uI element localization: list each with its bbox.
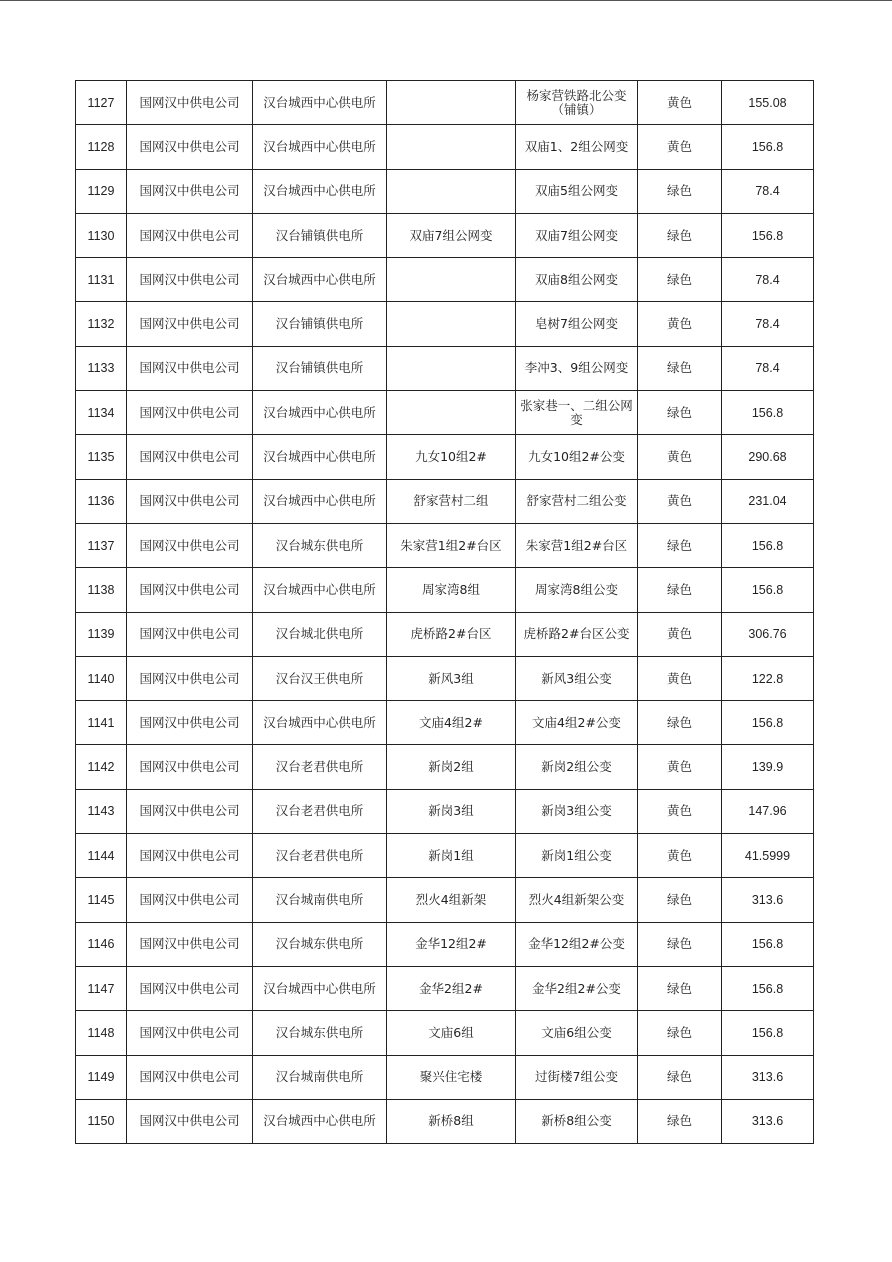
supply-station-cell: 汉台铺镇供电所: [253, 346, 387, 390]
company-cell: 国网汉中供电公司: [127, 922, 253, 966]
transformer-cell: 皂树7组公网变: [516, 302, 638, 346]
row-number-cell: 1129: [76, 169, 127, 213]
row-number-cell: 1147: [76, 966, 127, 1010]
row-number-cell: 1132: [76, 302, 127, 346]
company-cell: 国网汉中供电公司: [127, 789, 253, 833]
area-cell: [387, 81, 516, 125]
status-color-cell: 黄色: [638, 612, 722, 656]
value-cell: 156.8: [722, 523, 814, 567]
supply-station-cell: 汉台城西中心供电所: [253, 258, 387, 302]
status-color-cell: 绿色: [638, 966, 722, 1010]
supply-station-cell: 汉台城西中心供电所: [253, 81, 387, 125]
area-cell: 周家湾8组: [387, 568, 516, 612]
area-cell: 朱家营1组2#台区: [387, 523, 516, 567]
area-cell: [387, 258, 516, 302]
transformer-cell: 虎桥路2#台区公变: [516, 612, 638, 656]
value-cell: 290.68: [722, 435, 814, 479]
supply-station-cell: 汉台老君供电所: [253, 789, 387, 833]
row-number-cell: 1136: [76, 479, 127, 523]
transformer-table: [75, 80, 814, 1144]
company-cell: 国网汉中供电公司: [127, 834, 253, 878]
table-row: [76, 878, 814, 922]
table-row: [76, 523, 814, 567]
table-row: [76, 834, 814, 878]
table-body: [76, 81, 814, 1144]
status-color-cell: 绿色: [638, 258, 722, 302]
status-color-cell: 黄色: [638, 745, 722, 789]
page-top-rule: [0, 0, 892, 1]
company-cell: 国网汉中供电公司: [127, 391, 253, 435]
transformer-cell: 新岗2组公变: [516, 745, 638, 789]
company-cell: 国网汉中供电公司: [127, 568, 253, 612]
area-cell: 聚兴住宅楼: [387, 1055, 516, 1099]
value-cell: 155.08: [722, 81, 814, 125]
row-number-cell: 1131: [76, 258, 127, 302]
row-number-cell: 1134: [76, 391, 127, 435]
value-cell: 78.4: [722, 302, 814, 346]
transformer-cell: 新岗1组公变: [516, 834, 638, 878]
area-cell: 虎桥路2#台区: [387, 612, 516, 656]
company-cell: 国网汉中供电公司: [127, 479, 253, 523]
company-cell: 国网汉中供电公司: [127, 125, 253, 169]
value-cell: 156.8: [722, 966, 814, 1010]
area-cell: 新岗2组: [387, 745, 516, 789]
table-row: [76, 258, 814, 302]
status-color-cell: 黄色: [638, 834, 722, 878]
table-row: [76, 1011, 814, 1055]
value-cell: 156.8: [722, 391, 814, 435]
company-cell: 国网汉中供电公司: [127, 81, 253, 125]
row-number-cell: 1150: [76, 1099, 127, 1143]
value-cell: 156.8: [722, 701, 814, 745]
area-cell: [387, 302, 516, 346]
status-color-cell: 绿色: [638, 1011, 722, 1055]
table-row: [76, 612, 814, 656]
row-number-cell: 1137: [76, 523, 127, 567]
area-cell: 金华12组2#: [387, 922, 516, 966]
company-cell: 国网汉中供电公司: [127, 1055, 253, 1099]
area-cell: [387, 169, 516, 213]
transformer-cell: 杨家营铁路北公变（铺镇）: [516, 81, 638, 125]
row-number-cell: 1138: [76, 568, 127, 612]
table-row: [76, 125, 814, 169]
area-cell: 金华2组2#: [387, 966, 516, 1010]
transformer-cell: 双庙1、2组公网变: [516, 125, 638, 169]
company-cell: 国网汉中供电公司: [127, 745, 253, 789]
area-cell: 文庙4组2#: [387, 701, 516, 745]
transformer-cell: 朱家营1组2#台区: [516, 523, 638, 567]
status-color-cell: 绿色: [638, 922, 722, 966]
company-cell: 国网汉中供电公司: [127, 346, 253, 390]
row-number-cell: 1144: [76, 834, 127, 878]
row-number-cell: 1130: [76, 213, 127, 257]
table-row: [76, 81, 814, 125]
status-color-cell: 绿色: [638, 346, 722, 390]
status-color-cell: 黄色: [638, 479, 722, 523]
company-cell: 国网汉中供电公司: [127, 656, 253, 700]
transformer-cell: 周家湾8组公变: [516, 568, 638, 612]
supply-station-cell: 汉台城西中心供电所: [253, 701, 387, 745]
table-row: [76, 656, 814, 700]
transformer-cell: 新桥8组公变: [516, 1099, 638, 1143]
value-cell: 78.4: [722, 258, 814, 302]
status-color-cell: 绿色: [638, 878, 722, 922]
company-cell: 国网汉中供电公司: [127, 169, 253, 213]
supply-station-cell: 汉台城南供电所: [253, 1055, 387, 1099]
company-cell: 国网汉中供电公司: [127, 258, 253, 302]
transformer-cell: 金华12组2#公变: [516, 922, 638, 966]
row-number-cell: 1128: [76, 125, 127, 169]
row-number-cell: 1142: [76, 745, 127, 789]
transformer-cell: 过街楼7组公变: [516, 1055, 638, 1099]
area-cell: 烈火4组新架: [387, 878, 516, 922]
transformer-cell: 李冲3、9组公网变: [516, 346, 638, 390]
value-cell: 156.8: [722, 125, 814, 169]
row-number-cell: 1141: [76, 701, 127, 745]
company-cell: 国网汉中供电公司: [127, 1099, 253, 1143]
table-row: [76, 745, 814, 789]
table-row: [76, 568, 814, 612]
company-cell: 国网汉中供电公司: [127, 523, 253, 567]
status-color-cell: 绿色: [638, 169, 722, 213]
value-cell: 156.8: [722, 568, 814, 612]
supply-station-cell: 汉台铺镇供电所: [253, 213, 387, 257]
status-color-cell: 黄色: [638, 125, 722, 169]
transformer-cell: 文庙6组公变: [516, 1011, 638, 1055]
area-cell: [387, 346, 516, 390]
area-cell: [387, 125, 516, 169]
status-color-cell: 绿色: [638, 213, 722, 257]
status-color-cell: 绿色: [638, 523, 722, 567]
value-cell: 313.6: [722, 1099, 814, 1143]
supply-station-cell: 汉台城东供电所: [253, 1011, 387, 1055]
value-cell: 306.76: [722, 612, 814, 656]
table-row: [76, 213, 814, 257]
transformer-cell: 新风3组公变: [516, 656, 638, 700]
area-cell: 舒家营村二组: [387, 479, 516, 523]
transformer-cell: 双庙7组公网变: [516, 213, 638, 257]
table-row: [76, 966, 814, 1010]
row-number-cell: 1143: [76, 789, 127, 833]
status-color-cell: 黄色: [638, 789, 722, 833]
status-color-cell: 绿色: [638, 1099, 722, 1143]
value-cell: 41.5999: [722, 834, 814, 878]
value-cell: 156.8: [722, 922, 814, 966]
status-color-cell: 绿色: [638, 701, 722, 745]
status-color-cell: 绿色: [638, 391, 722, 435]
table-row: [76, 435, 814, 479]
value-cell: 139.9: [722, 745, 814, 789]
supply-station-cell: 汉台城西中心供电所: [253, 435, 387, 479]
row-number-cell: 1146: [76, 922, 127, 966]
value-cell: 122.8: [722, 656, 814, 700]
status-color-cell: 黄色: [638, 435, 722, 479]
table-row: [76, 346, 814, 390]
area-cell: [387, 391, 516, 435]
area-cell: 文庙6组: [387, 1011, 516, 1055]
status-color-cell: 绿色: [638, 568, 722, 612]
transformer-cell: 双庙5组公网变: [516, 169, 638, 213]
supply-station-cell: 汉台城西中心供电所: [253, 479, 387, 523]
area-cell: 双庙7组公网变: [387, 213, 516, 257]
row-number-cell: 1135: [76, 435, 127, 479]
transformer-cell: 舒家营村二组公变: [516, 479, 638, 523]
status-color-cell: 黄色: [638, 656, 722, 700]
supply-station-cell: 汉台城西中心供电所: [253, 568, 387, 612]
value-cell: 78.4: [722, 346, 814, 390]
supply-station-cell: 汉台城西中心供电所: [253, 391, 387, 435]
company-cell: 国网汉中供电公司: [127, 213, 253, 257]
supply-station-cell: 汉台城西中心供电所: [253, 125, 387, 169]
transformer-cell: 九女10组2#公变: [516, 435, 638, 479]
supply-station-cell: 汉台城西中心供电所: [253, 169, 387, 213]
table-row: [76, 169, 814, 213]
supply-station-cell: 汉台城北供电所: [253, 612, 387, 656]
value-cell: 313.6: [722, 1055, 814, 1099]
company-cell: 国网汉中供电公司: [127, 612, 253, 656]
company-cell: 国网汉中供电公司: [127, 701, 253, 745]
supply-station-cell: 汉台铺镇供电所: [253, 302, 387, 346]
status-color-cell: 黄色: [638, 302, 722, 346]
value-cell: 231.04: [722, 479, 814, 523]
row-number-cell: 1127: [76, 81, 127, 125]
supply-station-cell: 汉台城东供电所: [253, 523, 387, 567]
company-cell: 国网汉中供电公司: [127, 1011, 253, 1055]
area-cell: 新桥8组: [387, 1099, 516, 1143]
area-cell: 新风3组: [387, 656, 516, 700]
value-cell: 78.4: [722, 169, 814, 213]
status-color-cell: 黄色: [638, 81, 722, 125]
table-row: [76, 479, 814, 523]
row-number-cell: 1140: [76, 656, 127, 700]
value-cell: 156.8: [722, 1011, 814, 1055]
transformer-cell: 烈火4组新架公变: [516, 878, 638, 922]
supply-station-cell: 汉台老君供电所: [253, 745, 387, 789]
value-cell: 156.8: [722, 213, 814, 257]
supply-station-cell: 汉台城南供电所: [253, 878, 387, 922]
supply-station-cell: 汉台城东供电所: [253, 922, 387, 966]
transformer-cell: 金华2组2#公变: [516, 966, 638, 1010]
row-number-cell: 1139: [76, 612, 127, 656]
row-number-cell: 1149: [76, 1055, 127, 1099]
table-row: [76, 1055, 814, 1099]
table-row: [76, 391, 814, 435]
supply-station-cell: 汉台汉王供电所: [253, 656, 387, 700]
value-cell: 313.6: [722, 878, 814, 922]
area-cell: 九女10组2#: [387, 435, 516, 479]
table-row: [76, 789, 814, 833]
transformer-cell: 双庙8组公网变: [516, 258, 638, 302]
table-row: [76, 1099, 814, 1143]
table-row: [76, 701, 814, 745]
row-number-cell: 1148: [76, 1011, 127, 1055]
company-cell: 国网汉中供电公司: [127, 966, 253, 1010]
transformer-cell: 文庙4组2#公变: [516, 701, 638, 745]
value-cell: 147.96: [722, 789, 814, 833]
area-cell: 新岗1组: [387, 834, 516, 878]
table-row: [76, 922, 814, 966]
area-cell: 新岗3组: [387, 789, 516, 833]
transformer-cell: 新岗3组公变: [516, 789, 638, 833]
company-cell: 国网汉中供电公司: [127, 878, 253, 922]
table-row: [76, 302, 814, 346]
company-cell: 国网汉中供电公司: [127, 435, 253, 479]
row-number-cell: 1133: [76, 346, 127, 390]
company-cell: 国网汉中供电公司: [127, 302, 253, 346]
transformer-cell: 张家巷一、二组公网变: [516, 391, 638, 435]
row-number-cell: 1145: [76, 878, 127, 922]
status-color-cell: 绿色: [638, 1055, 722, 1099]
supply-station-cell: 汉台城西中心供电所: [253, 966, 387, 1010]
supply-station-cell: 汉台老君供电所: [253, 834, 387, 878]
supply-station-cell: 汉台城西中心供电所: [253, 1099, 387, 1143]
